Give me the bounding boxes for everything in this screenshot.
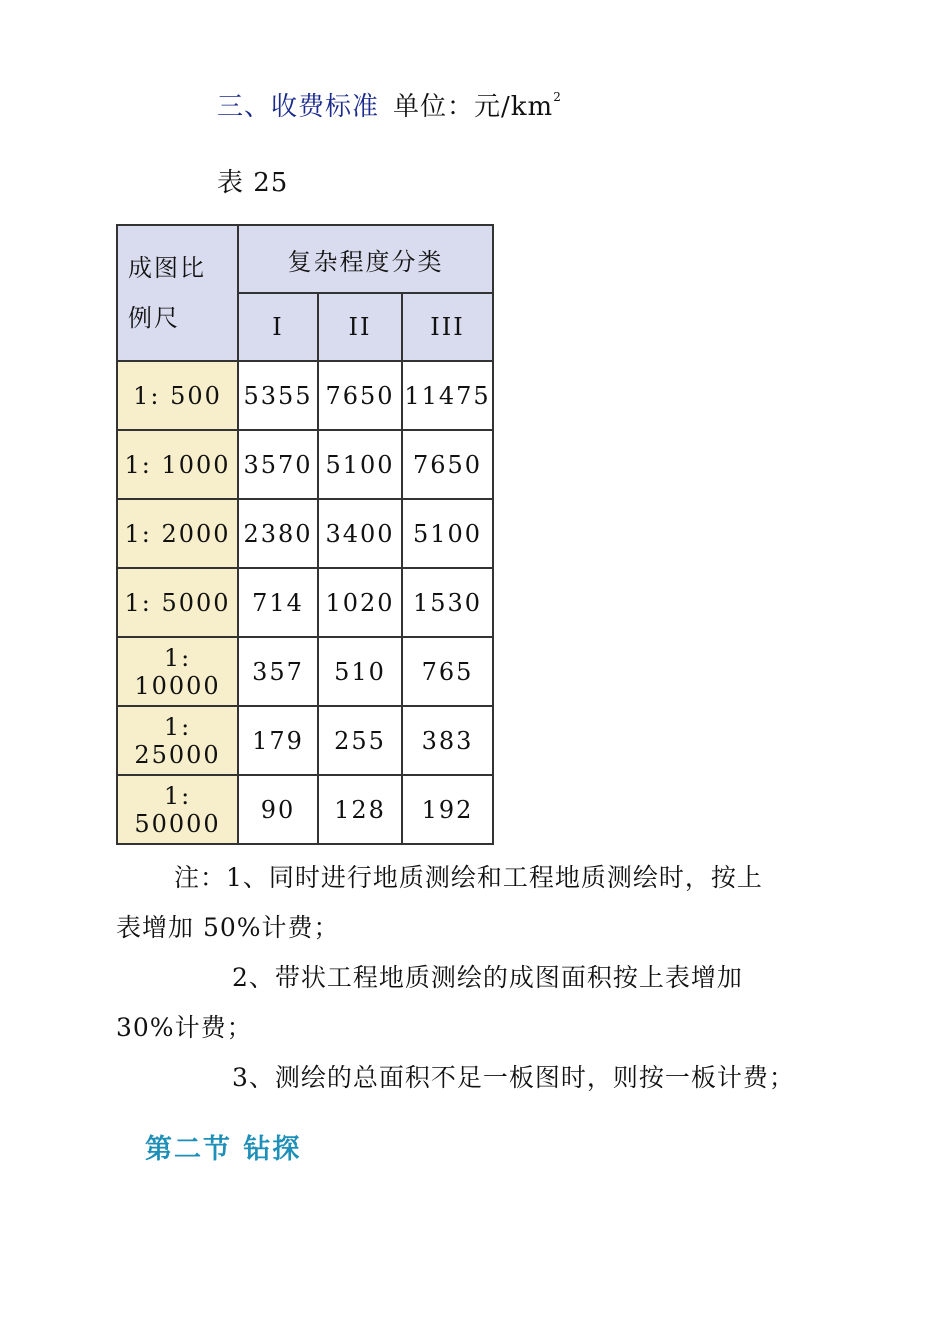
fee-cell: 5355	[238, 361, 318, 430]
table-row	[117, 499, 493, 568]
scale-header-cell	[117, 225, 238, 361]
scale-cell: 1: 2000	[117, 499, 238, 568]
fee-cell: 1530	[402, 568, 493, 637]
scale-cell: 1: 1000	[117, 430, 238, 499]
scale-header-line2: 例尺	[128, 304, 180, 332]
class-header-3: III	[402, 293, 493, 361]
fee-standard-heading	[217, 86, 562, 123]
fee-cell: 128	[318, 775, 402, 844]
heading-unit	[393, 92, 562, 122]
unit-superscript: 2	[553, 90, 562, 104]
note-1-line1: 注：1、同时进行地质测绘和工程地质测绘时，按上	[174, 863, 763, 892]
fee-cell: 7650	[318, 361, 402, 430]
table-caption: 表 25	[217, 168, 289, 198]
class-header-2: II	[318, 293, 402, 361]
fee-cell: 383	[402, 706, 493, 775]
table-row	[117, 775, 493, 844]
fee-table	[116, 224, 494, 845]
heading-title: 三、收费标准	[217, 92, 380, 122]
fee-cell: 3570	[238, 430, 318, 499]
fee-cell: 7650	[402, 430, 493, 499]
note-2-line1: 2、带状工程地质测绘的成图面积按上表增加	[232, 963, 743, 992]
table-row	[117, 430, 493, 499]
class-header-1: I	[238, 293, 318, 361]
unit-label: 单位：元/km	[393, 92, 554, 122]
scale-cell: 1: 25000	[117, 706, 238, 775]
table-row	[117, 361, 493, 430]
fee-cell: 11475	[402, 361, 493, 430]
fee-cell: 90	[238, 775, 318, 844]
note-2-line2: 30%计费；	[116, 1013, 253, 1042]
scale-cell: 1: 5000	[117, 568, 238, 637]
fee-cell: 765	[402, 637, 493, 706]
section-title: 第二节 钻探	[145, 1134, 302, 1165]
fee-cell: 192	[402, 775, 493, 844]
scale-cell: 1: 10000	[117, 637, 238, 706]
scale-cell: 1: 50000	[117, 775, 238, 844]
note-3-line1: 3、测绘的总面积不足一板图时，则按一板计费；	[232, 1063, 795, 1092]
scale-header-line1: 成图比	[128, 254, 206, 282]
fee-cell: 510	[318, 637, 402, 706]
fee-cell: 3400	[318, 499, 402, 568]
fee-cell: 714	[238, 568, 318, 637]
fee-cell: 255	[318, 706, 402, 775]
table-row	[117, 706, 493, 775]
fee-cell: 2380	[238, 499, 318, 568]
fee-cell: 179	[238, 706, 318, 775]
fee-cell: 1020	[318, 568, 402, 637]
scale-cell: 1: 500	[117, 361, 238, 430]
table-row	[117, 637, 493, 706]
fee-cell: 5100	[402, 499, 493, 568]
note-1-line2: 表增加 50%计费；	[116, 913, 340, 942]
fee-cell: 5100	[318, 430, 402, 499]
fee-cell: 357	[238, 637, 318, 706]
category-header-cell: 复杂程度分类	[238, 225, 493, 293]
table-row	[117, 568, 493, 637]
